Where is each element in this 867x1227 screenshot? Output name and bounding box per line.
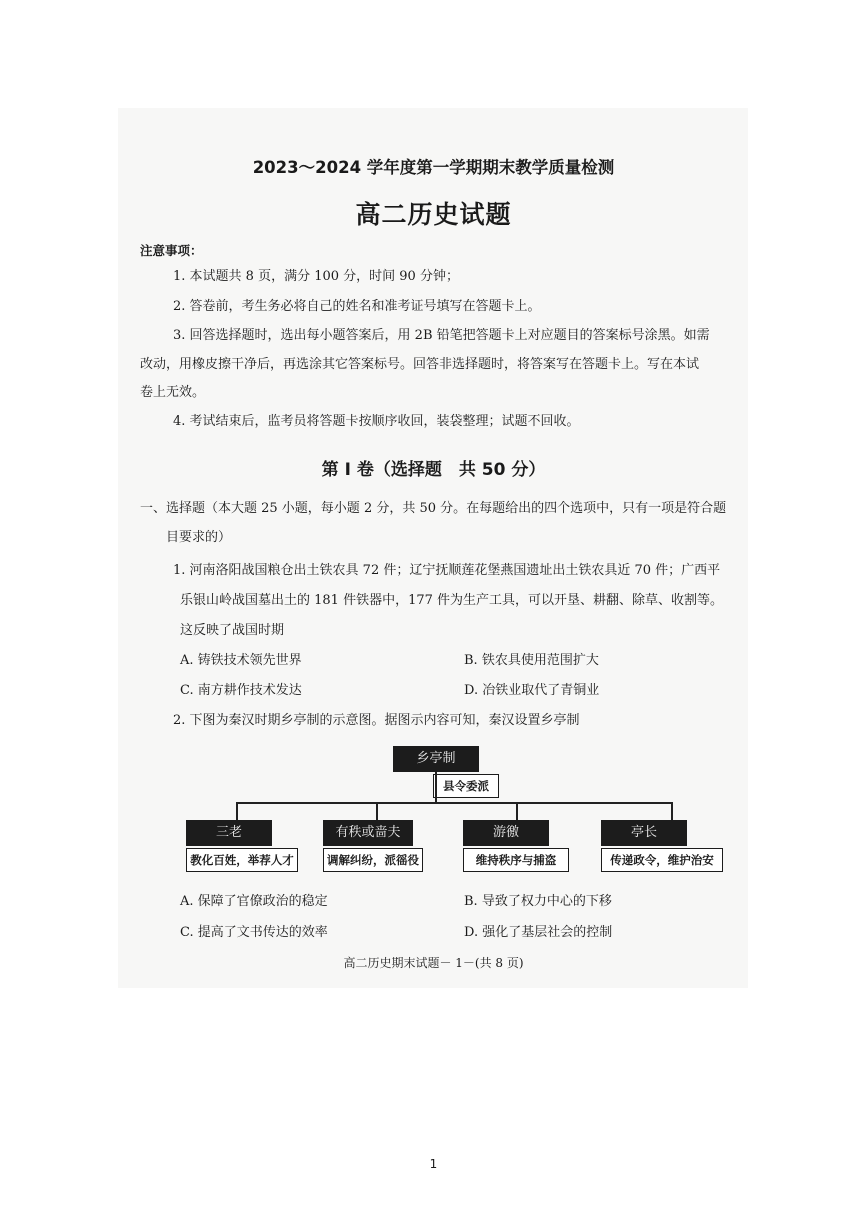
q1-stem-line-1: 1. 河南洛阳战国粮仓出土铁农具 72 件；辽宁抚顺莲花堡燕国遗址出土铁农具近 70 件；广西平 <box>173 563 721 578</box>
diagram-connector <box>671 802 673 820</box>
notice-item-3-line-3: 卷上无效。 <box>140 385 206 400</box>
notice-heading: 注意事项： <box>140 243 203 258</box>
notice-item-4: 4. 考试结束后，监考员将答题卡按顺序收回，装袋整理；试题不回收。 <box>173 414 580 429</box>
section-instruction-line-2: 目要求的） <box>166 530 232 545</box>
diagram-connector <box>435 772 437 802</box>
diagram-connector <box>236 802 238 820</box>
diagram-duty-sanlao: 教化百姓，举荐人才 <box>186 848 298 872</box>
notice-item-1: 1. 本试题共 8 页，满分 100 分，时间 90 分钟； <box>173 269 459 284</box>
diagram-connector <box>376 802 378 820</box>
q1-option-c: C. 南方耕作技术发达 <box>180 683 302 698</box>
section-title: 第 Ⅰ 卷（选择题 共 50 分） <box>321 460 546 480</box>
section-instruction-line-1: 一、选择题（本大题 25 小题，每小题 2 分，共 50 分。在每题给出的四个选项中，只有一项是符合题 <box>140 501 727 516</box>
xiangting-system-diagram <box>180 742 730 877</box>
diagram-node-youjiao: 游徼 <box>463 820 549 846</box>
diagram-connector <box>236 802 672 804</box>
q1-option-b: B. 铁农具使用范围扩大 <box>464 653 599 668</box>
q2-option-a: A. 保障了官僚政治的稳定 <box>180 894 328 909</box>
diagram-root: 乡亭制 <box>393 746 479 772</box>
q2-option-c: C. 提高了文书传达的效率 <box>180 925 328 940</box>
diagram-connector <box>516 802 518 820</box>
diagram-node-tingzhang: 亭长 <box>601 820 687 846</box>
page-footer: 高二历史期末试题－ 1－(共 8 页) <box>343 956 524 970</box>
page-number: 1 <box>429 1157 438 1171</box>
diagram-node-youzhi: 有秩或啬夫 <box>323 820 413 846</box>
q2-stem: 2. 下图为秦汉时期乡亭制的示意图。据图示内容可知，秦汉设置乡亭制 <box>173 713 580 728</box>
q1-option-d: D. 冶铁业取代了青铜业 <box>464 683 600 698</box>
q2-option-d: D. 强化了基层社会的控制 <box>464 925 613 940</box>
q1-stem-line-3: 这反映了战国时期 <box>180 623 285 638</box>
diagram-duty-youjiao: 维持秩序与捕盗 <box>463 848 569 872</box>
diagram-node-sanlao: 三老 <box>186 820 272 846</box>
q1-stem-line-2: 乐银山岭战国墓出土的 181 件铁器中，177 件为生产工具，可以开垦、耕翻、除草、收割等。 <box>180 593 724 608</box>
q2-option-b: B. 导致了权力中心的下移 <box>464 894 612 909</box>
diagram-root-note: 县令委派 <box>433 774 499 798</box>
diagram-duty-tingzhang: 传递政令，维护治安 <box>601 848 723 872</box>
diagram-duty-youzhi: 调解纠纷，派徭役 <box>323 848 423 872</box>
exam-title: 高二历史试题 <box>355 200 512 229</box>
exam-header: 2023～2024 学年度第一学期期末教学质量检测 <box>252 158 615 177</box>
notice-item-3-line-2: 改动，用橡皮擦干净后，再选涂其它答案标号。回答非选择题时，将答案写在答题卡上。写在本试 <box>140 357 700 372</box>
notice-item-2: 2. 答卷前，考生务必将自己的姓名和准考证号填写在答题卡上。 <box>173 299 541 314</box>
q1-option-a: A. 铸铁技术领先世界 <box>180 653 302 668</box>
notice-item-3-line-1: 3. 回答选择题时，选出每小题答案后，用 2B 铅笔把答题卡上对应题目的答案标号涂黑。如需 <box>173 328 710 343</box>
